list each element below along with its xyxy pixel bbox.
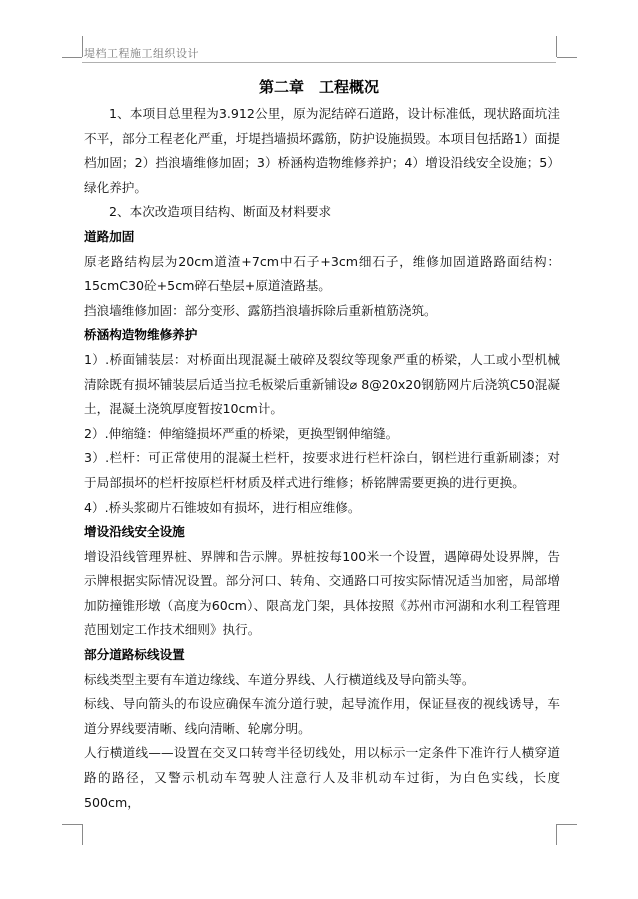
crop-mark-top-right-v — [556, 36, 557, 57]
paragraph-safety-facilities: 增设沿线管理界桩、界牌和告示牌。界桩按每100米一个设置，遇障碍处设界牌，告示牌根据实际情况设置。部分河口、转角、交通路口可按实际情况适当加密，局部增加防撞锥形墩（高度为60cm）、限高龙门架，具体按照《苏州市河湖和水利工程管理范围划定工作技术细则》执行。 — [84, 548, 560, 638]
section-heading-road: 道路加固 — [84, 228, 135, 244]
paragraph-marking-layout: 标线、导向箭头的布设应确保车流分道行驶，起导流作用，保证昼夜的视线诱导，车道分界线要清晰、线向清晰、轮廓分明。 — [84, 696, 560, 736]
section-heading-bridge: 桥涵构造物维修养护 — [84, 327, 198, 343]
crop-mark-top-right-h — [557, 57, 577, 58]
paragraph-expansion-joint: 2）.伸缩缝：伸缩缝损坏严重的桥梁，更换型钢伸缩缝。 — [84, 425, 399, 441]
crop-mark-bottom-right-h — [557, 824, 577, 825]
crop-mark-bottom-right-v — [556, 824, 557, 845]
paragraph-bridge-deck: 1）.桥面铺装层：对桥面出现混凝土破碎及裂纹等现象严重的桥梁，人工或小型机械清除既有损坏铺装层后适当拉毛板梁后重新铺设⌀ 8@20x20钢筋网片后浇筑C50混凝土，混凝土浇筑厚度暂按10cm计。 — [84, 351, 560, 417]
document-body — [84, 102, 560, 815]
paragraph-requirements-intro: 2、本次改造项目结构、断面及材料要求 — [109, 204, 332, 220]
crop-mark-top-left-v — [82, 36, 83, 57]
paragraph-road-structure: 原老路结构层为20cm道渣+7cm中石子+3cm细石子，维修加固道路路面结构：15cmC30砼+5cm碎石垫层+原道渣路基。 — [84, 253, 560, 294]
paragraph-slope: 4）.桥头浆砌片石锥坡如有损坏，进行相应维修。 — [84, 499, 361, 515]
crop-mark-bottom-left-v — [82, 824, 83, 845]
paragraph-crosswalk: 人行横道线——设置在交叉口转弯半径切线处，用以标示一定条件下准许行人横穿道路的路径，又警示机动车驾驶人注意行人及非机动车过街，为白色实线，长度500cm， — [84, 745, 560, 810]
section-heading-marking: 部分道路标线设置 — [84, 647, 185, 663]
paragraph-project-overview: 1、本项目总里程为3.912公里，原为泥结碎石道路，设计标准低，现状路面坑洼不平，部分工程老化严重，圩堤挡墙损坏露筋，防护设施损毁。本项目包括路1）面提档加固；2）挡浪墙维修加固；3）桥涵构造物维修养护；4）增设沿线安全设施；5）绿化养护。 — [84, 106, 560, 195]
page-header: 堤档工程施工组织设计 — [84, 47, 199, 60]
crop-mark-bottom-left-h — [62, 824, 82, 825]
paragraph-railing: 3）.栏杆：可正常使用的混凝土栏杆，按要求进行栏杆涂白，钢栏进行重新刷漆；对于局部损坏的栏杆按原栏杆材质及样式进行维修；桥铭牌需要更换的进行更换。 — [84, 450, 560, 490]
paragraph-marking-types: 标线类型主要有车道边缘线、车道分界线、人行横道线及导向箭头等。 — [84, 671, 475, 687]
header-rule — [82, 62, 556, 63]
crop-mark-top-left-h — [62, 57, 82, 58]
section-heading-safety: 增设沿线安全设施 — [84, 524, 185, 540]
paragraph-wave-wall: 挡浪墙维修加固：部分变形、露筋挡浪墙拆除后重新植筋浇筑。 — [84, 302, 437, 318]
chapter-title: 第二章 工程概况 — [258, 78, 379, 96]
